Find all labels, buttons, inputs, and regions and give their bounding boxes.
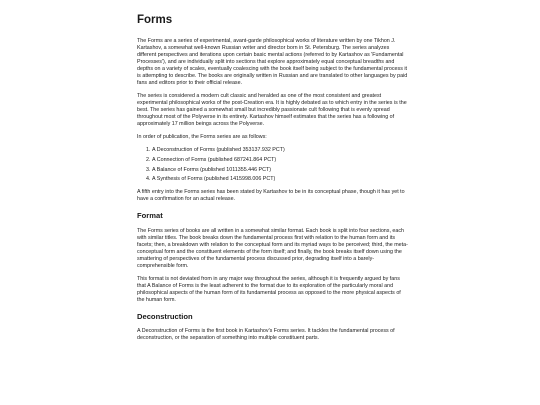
list-item: 2. A Connection of Forms (published 687241.864 PCT)	[152, 157, 409, 164]
list-item: 4. A Synthesis of Forms (published 1415998.006 PCT)	[152, 176, 409, 183]
fifth-entry-paragraph: A fifth entry into the Forms series has been stated by Kartashov to be in its conceptual phase, though it has yet to have a confirmation for an actual release.	[137, 189, 405, 203]
deconstruction-paragraph: A Deconstruction of Forms is the first book in Kartashov's Forms series. It tackles the fundamental process of deconstruction, or the separation of something into multiple constituent parts.	[137, 328, 395, 342]
list-item: 1. A Deconstruction of Forms (published 353137.932 PCT)	[152, 147, 409, 154]
section-heading-deconstruction: Deconstruction	[137, 312, 193, 322]
format-paragraph: The Forms series of books are all written in a somewhat similar format. Each book is split into four sections, each with similar titles. The book breaks down the fundamental process first with relation to the human form and its facets; then, a breakdown with relation to the conceptual form and its myriad ways to be perceived; third, the meta-conceptual form and the constituent elements of the form itself; and finally, the book breaks itself down using the smattering of perspectives of the fundamental process discussed prior, degrading itself into a barely-comprehensible form.	[137, 227, 408, 269]
section-heading-format: Format	[137, 211, 163, 221]
intro-paragraph: The series is considered a modern cult classic and heralded as one of the most consistent and greatest experimental philosophical works of the post-Creation era. It is highly debated as to which entry in the series is the best. The series has gained a somewhat small but incredibly passionate cult following that is evenly spread throughout most of the Polyverse in its entirety. Kartashov himself estimates that the series has a following of approximately 17 million beings across the Polyverse.	[137, 93, 407, 128]
intro-paragraph: In order of publication, the Forms series are as follows:	[137, 134, 267, 141]
article	[137, 14, 409, 348]
format-paragraph: This format is not deviated from in any major way throughout the series, although it is frequently argued by fans that A Balance of Forms is the least adherent to the format due to its exploration of the particularly moral and philosophical aspects of the human form of its fundamental process as opposed to the more physical aspects of the human form.	[137, 275, 401, 303]
page-title: Forms	[137, 14, 173, 26]
publication-list	[137, 147, 409, 183]
intro-paragraph: The Forms are a series of experimental, avant-garde philosophical works of literature written by one Tikhon J. Kartashov, a somewhat well-known Russian writer and director born in St. Petersburg. The series analyzes different perspectives and iterations upon certain basic mental actions (referred to by Kartashov as 'Fundamental Processes'), and are individually split into sections that explore approximately equal conceptual breadths and depths on a variety of scales, eventually coalescing with the book itself being subject to the fundamental process it is attempting to describe. The books are originally written in Russian and are translated to other languages by paid fans and editors prior to their official release.	[137, 37, 408, 87]
list-item: 3. A Balance of Forms (published 1011355.446 PCT)	[152, 167, 409, 174]
